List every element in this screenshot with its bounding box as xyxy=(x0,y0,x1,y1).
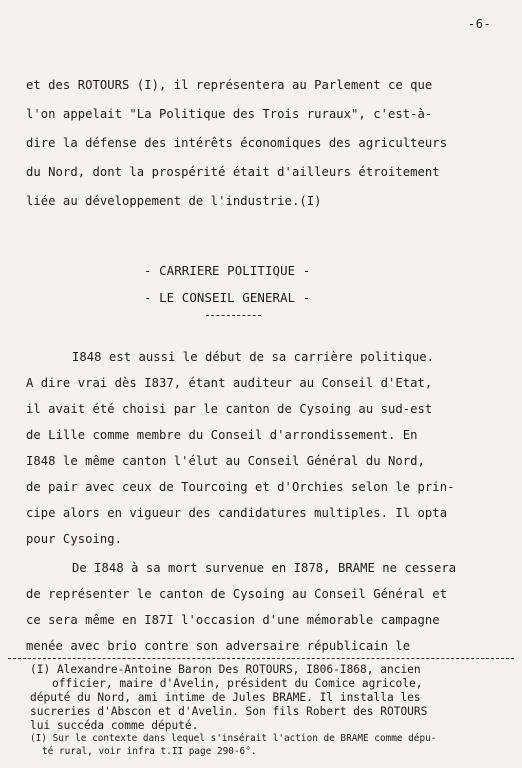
text-line: menée avec brio contre son adversaire républicain le xyxy=(26,639,411,653)
text-line: de pair avec ceux de Tourcoing et d'Orchies selon le prin- xyxy=(26,480,455,494)
text-line: I848 le même canton l'élut au Conseil Général du Nord, xyxy=(26,454,425,468)
text-line: il avait été choisi par le canton de Cysoing au sud-est xyxy=(26,402,433,416)
footnote-line: lui succéda comme député. xyxy=(30,719,199,732)
text-line: liée au développement de l'industrie.(I) xyxy=(26,194,322,208)
section-heading-general-council: - LE CONSEIL GENERAL - xyxy=(144,290,311,305)
footnote-line: (I) Sur le contexte dans lequel s'insérait l'action de BRAME comme dépu- xyxy=(30,733,437,744)
section-heading-political-career: - CARRIERE POLITIQUE - xyxy=(144,263,311,278)
footnote-line: sucreries d'Abscon et d'Avelin. Son fils Robert des ROTOURS xyxy=(30,705,428,718)
text-line: du Nord, dont la prospérité était d'ailleurs étroitement xyxy=(26,165,440,179)
text-line: A dire vrai dès I837, étant auditeur au Conseil d'Etat, xyxy=(26,376,433,390)
text-line: l'on appelait "La Politique des Trois ruraux", c'est-à- xyxy=(26,107,433,121)
text-line: cipe alors en vigueur des candidatures multiples. Il opta xyxy=(26,506,448,520)
heading-separator xyxy=(206,315,261,316)
page-number: -6- xyxy=(468,17,492,31)
text-line: pour Cysoing. xyxy=(26,532,123,546)
text-line: dire la défense des intérêts économiques des agriculteurs xyxy=(26,136,448,150)
footnote-line: (I) Alexandre-Antoine Baron Des ROTOURS, I806-I868, ancien xyxy=(30,663,421,676)
footnote-separator xyxy=(8,658,514,659)
footnote-line: officier, maire d'Avelin, président du Comice agricole, xyxy=(52,677,423,690)
footnote-line: député du Nord, ami intime de Jules BRAME. Il installa les xyxy=(30,691,421,704)
footnote-line: té rural, voir infra t.II page 290-6°. xyxy=(42,746,257,757)
text-line: de Lille comme membre du Conseil d'arrondissement. En xyxy=(26,428,418,442)
text-line: et des ROTOURS (I), il représentera au Parlement ce que xyxy=(26,78,433,92)
text-line: De I848 à sa mort survenue en I878, BRAME ne cessera xyxy=(72,561,457,575)
text-line: de représenter le canton de Cysoing au Conseil Général et xyxy=(26,587,448,601)
text-line: ce sera même en I87I l'occasion d'une mémorable campagne xyxy=(26,613,440,627)
text-line: I848 est aussi le début de sa carrière politique. xyxy=(72,350,434,364)
